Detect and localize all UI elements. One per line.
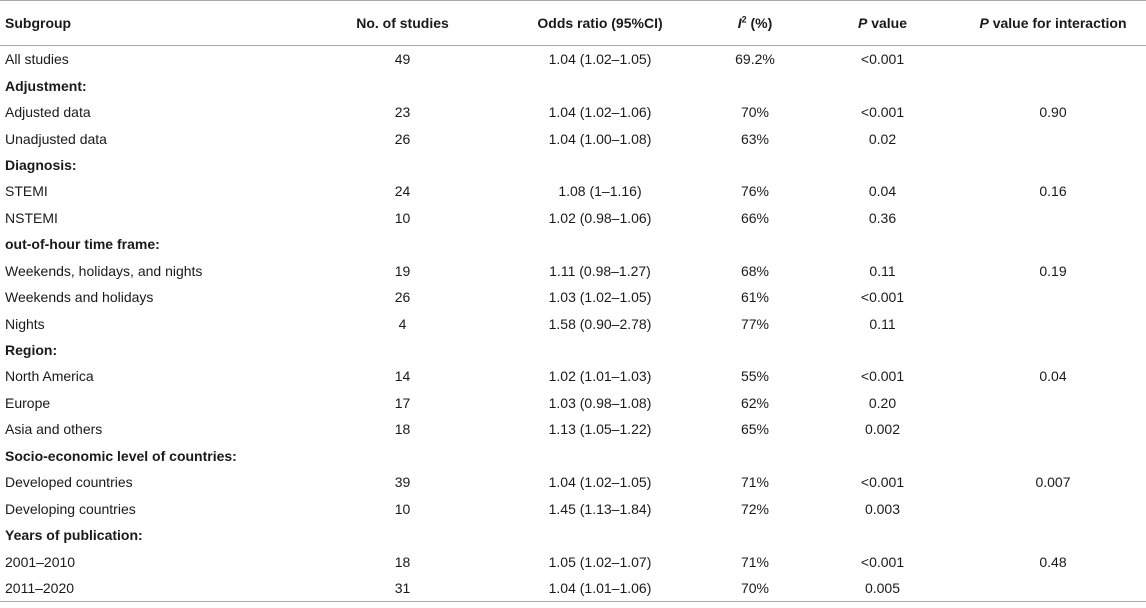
header-i2 — [700, 1, 810, 46]
cell-subgroup: North America — [5, 368, 94, 385]
cell-odds-ratio: 1.02 (1.01–1.03) — [548, 368, 652, 385]
cell-subgroup: Developed countries — [5, 474, 133, 491]
cell-p-interaction: 0.007 — [1035, 474, 1071, 491]
cell-no-of-studies: 19 — [394, 262, 411, 279]
cell-odds-ratio: 1.04 (1.02–1.06) — [548, 104, 652, 121]
cell-p-value: 0.36 — [868, 209, 897, 226]
cell-odds-ratio: 1.05 (1.02–1.07) — [548, 553, 652, 570]
cell-p-value: 0.11 — [869, 315, 896, 332]
cell-subgroup: Adjusted data — [5, 104, 91, 121]
table-row — [0, 178, 1146, 204]
cell-odds-ratio: 1.03 (1.02–1.05) — [548, 289, 652, 306]
cell-odds-ratio: 1.04 (1.01–1.06) — [500, 575, 700, 602]
cell-i2: 70% — [740, 104, 770, 121]
cell-subgroup: Weekends, holidays, and nights — [5, 262, 203, 279]
table-row — [0, 205, 1146, 231]
cell-i2: 71% — [740, 474, 770, 491]
section-header-row — [0, 152, 1146, 178]
table-row — [0, 575, 1146, 602]
section-header-row — [0, 443, 1146, 469]
cell-subgroup: Unadjusted data — [5, 130, 107, 147]
cell-p-value: <0.001 — [860, 553, 905, 570]
cell-odds-ratio: 1.04 (1.00–1.08) — [548, 130, 652, 147]
cell-subgroup: 2011–2020 — [0, 575, 305, 602]
table-body — [0, 46, 1146, 602]
table-row — [0, 390, 1146, 416]
section-title: Region: — [5, 342, 58, 359]
cell-subgroup: NSTEMI — [5, 209, 58, 226]
cell-no-of-studies: 26 — [394, 289, 411, 306]
table-row — [0, 416, 1146, 442]
cell-p-interaction — [955, 125, 1146, 151]
cell-p-interaction: 0.90 — [1039, 104, 1067, 121]
cell-no-of-studies: 26 — [394, 130, 411, 147]
cell-p-interaction — [955, 416, 1146, 442]
cell-p-value: <0.001 — [860, 368, 905, 385]
cell-p-interaction — [955, 284, 1146, 310]
header-odds-ratio: Odds ratio (95%CI) — [500, 1, 700, 46]
cell-p-value: 0.002 — [864, 421, 901, 438]
cell-p-interaction — [955, 495, 1146, 521]
table-row — [0, 469, 1146, 495]
cell-no-of-studies: 39 — [394, 474, 411, 491]
table-row — [0, 258, 1146, 284]
cell-p-interaction: 0.16 — [1039, 183, 1067, 200]
cell-no-of-studies: 10 — [394, 500, 411, 517]
cell-p-value: 0.04 — [868, 183, 897, 200]
i2-superscript: 2 — [741, 14, 747, 25]
cell-no-of-studies: 49 — [394, 51, 411, 68]
pint-rest: value for interaction — [988, 15, 1127, 31]
cell-odds-ratio: 1.45 (1.13–1.84) — [548, 500, 652, 517]
cell-i2: 55% — [740, 368, 770, 385]
section-title: Years of publication: — [5, 527, 143, 544]
table-row — [0, 310, 1146, 336]
cell-p-interaction: 0.19 — [1039, 262, 1067, 279]
cell-i2: 77% — [740, 315, 770, 332]
section-header-row — [0, 72, 1146, 98]
cell-odds-ratio: 1.08 (1–1.16) — [558, 183, 642, 200]
pint-letter: P — [979, 15, 989, 31]
cell-no-of-studies: 18 — [394, 421, 411, 438]
cell-subgroup: Europe — [5, 394, 51, 411]
cell-odds-ratio: 1.04 (1.02–1.05) — [548, 51, 652, 68]
cell-i2: 66% — [740, 209, 770, 226]
cell-no-of-studies: 17 — [394, 394, 411, 411]
section-header-row — [0, 231, 1146, 257]
cell-no-of-studies: 18 — [394, 553, 411, 570]
cell-no-of-studies: 14 — [394, 368, 411, 385]
table-header — [0, 1, 1146, 46]
cell-p-value: <0.001 — [860, 474, 905, 491]
cell-odds-ratio: 1.13 (1.05–1.22) — [548, 421, 652, 438]
section-title: Socio-economic level of countries: — [5, 447, 237, 464]
i2-letter: I — [737, 15, 742, 31]
cell-p-value: 0.11 — [869, 262, 896, 279]
cell-p-value: 0.003 — [864, 500, 901, 517]
cell-i2: 62% — [740, 394, 770, 411]
table-row — [0, 548, 1146, 574]
cell-p-interaction — [955, 205, 1146, 231]
header-subgroup: Subgroup — [0, 1, 305, 46]
p-letter: P — [857, 15, 868, 31]
cell-subgroup: STEMI — [5, 183, 48, 200]
cell-odds-ratio: 1.11 (0.98–1.27) — [549, 262, 651, 279]
cell-p-value: 0.005 — [810, 575, 955, 602]
table-row — [0, 363, 1146, 389]
i2-unit: (%) — [746, 15, 773, 31]
cell-odds-ratio: 1.04 (1.02–1.05) — [548, 474, 652, 491]
table-row — [0, 284, 1146, 310]
cell-p-interaction — [955, 46, 1146, 73]
cell-i2: 76% — [740, 183, 770, 200]
cell-p-value: <0.001 — [860, 289, 905, 306]
cell-no-of-studies: 31 — [305, 575, 500, 602]
section-header-row — [0, 337, 1146, 363]
cell-no-of-studies: 24 — [394, 183, 411, 200]
section-title: out-of-hour time frame: — [5, 236, 160, 253]
header-p-interaction — [955, 1, 1146, 46]
cell-subgroup: Weekends and holidays — [5, 289, 154, 306]
cell-i2: 61% — [740, 289, 770, 306]
cell-odds-ratio: 1.02 (0.98–1.06) — [548, 209, 652, 226]
cell-p-interaction — [955, 575, 1146, 602]
cell-odds-ratio: 1.58 (0.90–2.78) — [548, 315, 652, 332]
section-header-row — [0, 522, 1146, 548]
cell-no-of-studies: 23 — [394, 104, 411, 121]
cell-odds-ratio: 1.03 (0.98–1.08) — [548, 394, 652, 411]
cell-no-of-studies: 4 — [398, 315, 407, 332]
cell-no-of-studies: 10 — [394, 209, 411, 226]
cell-subgroup: 2001–2010 — [5, 553, 76, 570]
cell-i2: 70% — [700, 575, 810, 602]
cell-p-interaction — [955, 390, 1146, 416]
table-row — [0, 46, 1146, 73]
cell-p-interaction: 0.04 — [1039, 368, 1067, 385]
table-row — [0, 99, 1146, 125]
cell-p-value: <0.001 — [860, 104, 905, 121]
cell-i2: 63% — [740, 130, 770, 147]
cell-i2: 68% — [740, 262, 770, 279]
cell-i2: 69.2% — [735, 51, 775, 68]
cell-p-interaction: 0.48 — [1039, 553, 1067, 570]
cell-subgroup: Developing countries — [5, 500, 136, 517]
header-no-of-studies: No. of studies — [305, 1, 500, 46]
cell-p-value: 0.02 — [868, 130, 897, 147]
cell-subgroup: Asia and others — [5, 421, 103, 438]
header-p-value — [810, 1, 955, 46]
cell-subgroup: Nights — [5, 315, 45, 332]
table-row — [0, 495, 1146, 521]
table-row — [0, 125, 1146, 151]
section-title: Adjustment: — [5, 77, 87, 94]
cell-i2: 72% — [740, 500, 770, 517]
header-row — [0, 1, 1146, 46]
cell-p-value: 0.20 — [868, 394, 897, 411]
cell-p-interaction — [955, 310, 1146, 336]
cell-p-value: <0.001 — [860, 51, 905, 68]
section-title: Diagnosis: — [5, 156, 77, 173]
p-rest: value — [867, 15, 908, 31]
cell-subgroup: All studies — [5, 51, 69, 68]
cell-i2: 71% — [740, 553, 770, 570]
cell-i2: 65% — [740, 421, 770, 438]
